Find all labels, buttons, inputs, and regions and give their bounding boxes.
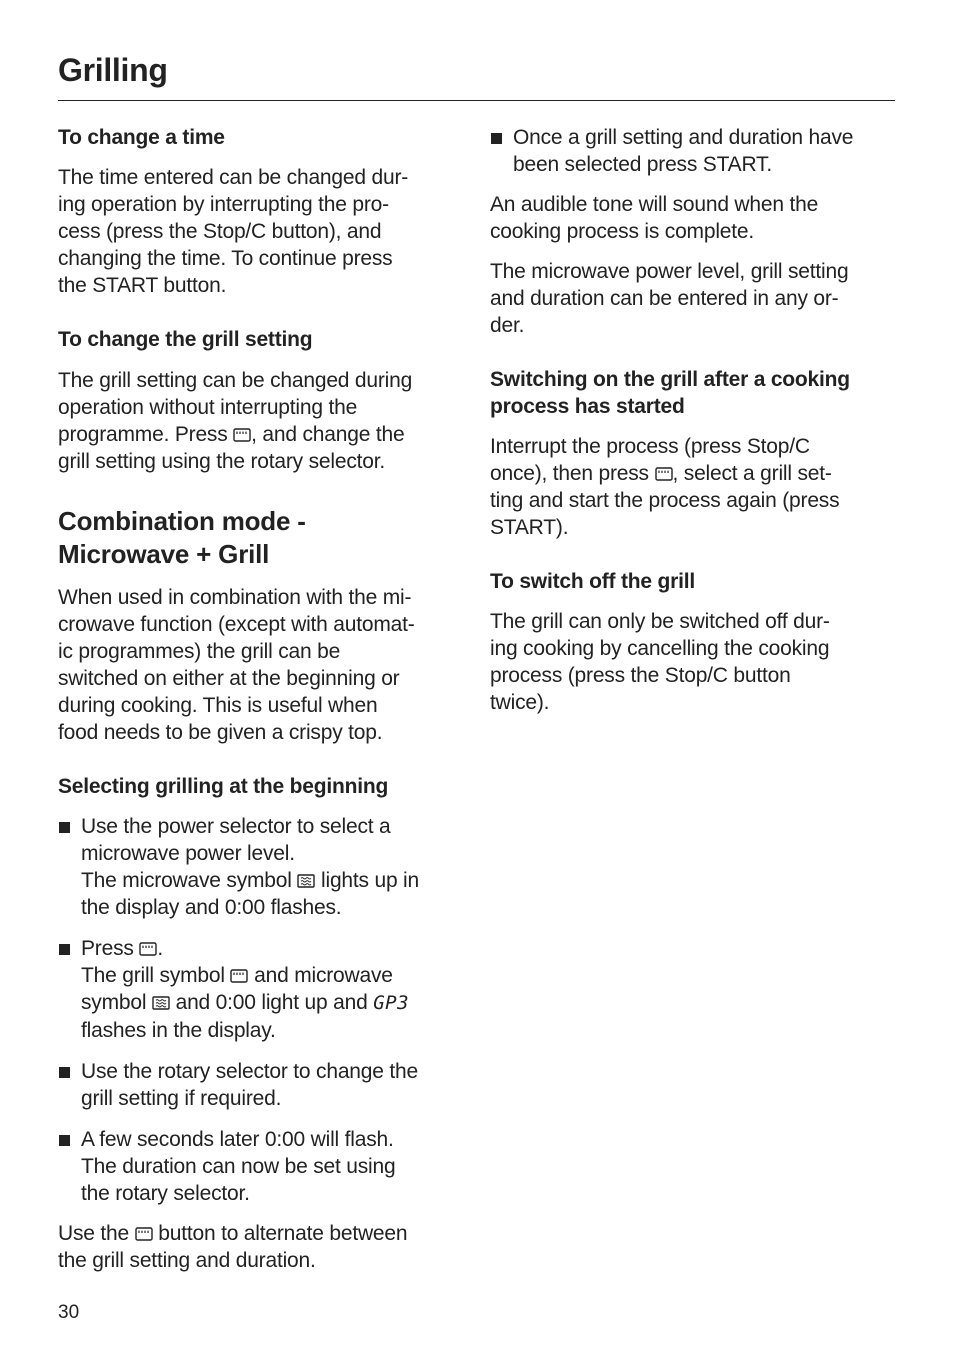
heading-line: Combination mode -	[58, 506, 306, 536]
section-heading-switching-on: Switching on the grill after a cooking process has started	[490, 368, 850, 418]
grill-icon	[135, 1227, 153, 1241]
text-line: during cooking. This is useful when	[58, 694, 378, 717]
page-number: 30	[58, 1302, 80, 1323]
change-grill-text	[58, 367, 466, 475]
start-steps-list	[490, 124, 898, 178]
bullet-square-icon	[59, 1135, 70, 1146]
title-divider	[58, 100, 895, 101]
section-heading-change-time: To change a time	[58, 126, 225, 149]
text-line: The grill setting can be changed during	[58, 369, 413, 392]
switching-on-text: Interrupt the process (press Stop/C once), then press , select a grill set- ting and start the process again (press START).	[490, 435, 840, 539]
text-line: crowave function (except with automat-	[58, 613, 415, 636]
text-line: programme. Press	[58, 423, 234, 446]
text-line: operation without interrupting the	[58, 396, 358, 419]
tone-text: An audible tone will sound when the cooking process is complete.	[490, 193, 819, 243]
text-line: cess (press the Stop/C button), and	[58, 220, 382, 243]
list-item: Use the power selector to select a microwave power level. The microwave symbol lights up in the display and 0:00 flashes.	[58, 813, 466, 921]
text-line: ing operation by interrupting the pro-	[58, 193, 389, 216]
change-time-text	[58, 164, 466, 299]
text-line: changing the time. To continue press	[58, 247, 393, 270]
bullet-square-icon	[59, 1067, 70, 1078]
text-line: The time entered can be changed dur-	[58, 166, 409, 189]
grill-icon	[230, 969, 248, 983]
microwave-icon	[297, 874, 315, 888]
bullet-square-icon	[59, 822, 70, 833]
text-line: switched on either at the beginning or	[58, 667, 400, 690]
section-heading-selecting: Selecting grilling at the beginning	[58, 775, 389, 798]
selecting-closing-text: Use the button to alternate between the grill setting and duration.	[58, 1222, 408, 1272]
section-heading-switch-off: To switch off the grill	[490, 570, 696, 593]
text-line: ic programmes) the grill can be	[58, 640, 341, 663]
section-heading-combination	[58, 505, 466, 571]
left-column	[58, 124, 466, 1274]
grill-icon	[233, 428, 251, 442]
text-line: When used in combination with the mi-	[58, 586, 412, 609]
list-item: Press . The grill symbol and microwave symbol and 0:00 light up and GP3 flashes in the display.	[58, 935, 466, 1044]
display-code: GP3	[373, 992, 410, 1014]
switch-off-text: The grill can only be switched off dur- ing cooking by cancelling the cooking process (press the Stop/C button twice).	[490, 610, 830, 714]
bullet-square-icon	[491, 133, 502, 144]
right-column	[490, 124, 898, 716]
microwave-icon	[152, 996, 170, 1010]
grill-icon	[139, 942, 157, 956]
grill-icon	[655, 467, 673, 481]
section-heading-change-grill: To change the grill setting	[58, 328, 313, 351]
selecting-steps-list	[58, 813, 466, 1207]
text-line: grill setting using the rotary selector.	[58, 450, 385, 473]
page-title: Grilling	[58, 52, 168, 88]
list-item: Use the rotary selector to change the grill setting if required.	[58, 1058, 466, 1112]
list-item: A few seconds later 0:00 will flash. The duration can now be set using the rotary selector.	[58, 1126, 466, 1207]
order-text: The microwave power level, grill setting and duration can be entered in any or- der.	[490, 260, 849, 337]
text-line: , and change the	[251, 423, 405, 446]
combination-text	[58, 584, 466, 746]
text-line: food needs to be given a crispy top.	[58, 721, 383, 744]
heading-line: Microwave + Grill	[58, 539, 270, 569]
text-line: the START button.	[58, 274, 227, 297]
list-item: Once a grill setting and duration have been selected press START.	[490, 124, 898, 178]
bullet-square-icon	[59, 944, 70, 955]
